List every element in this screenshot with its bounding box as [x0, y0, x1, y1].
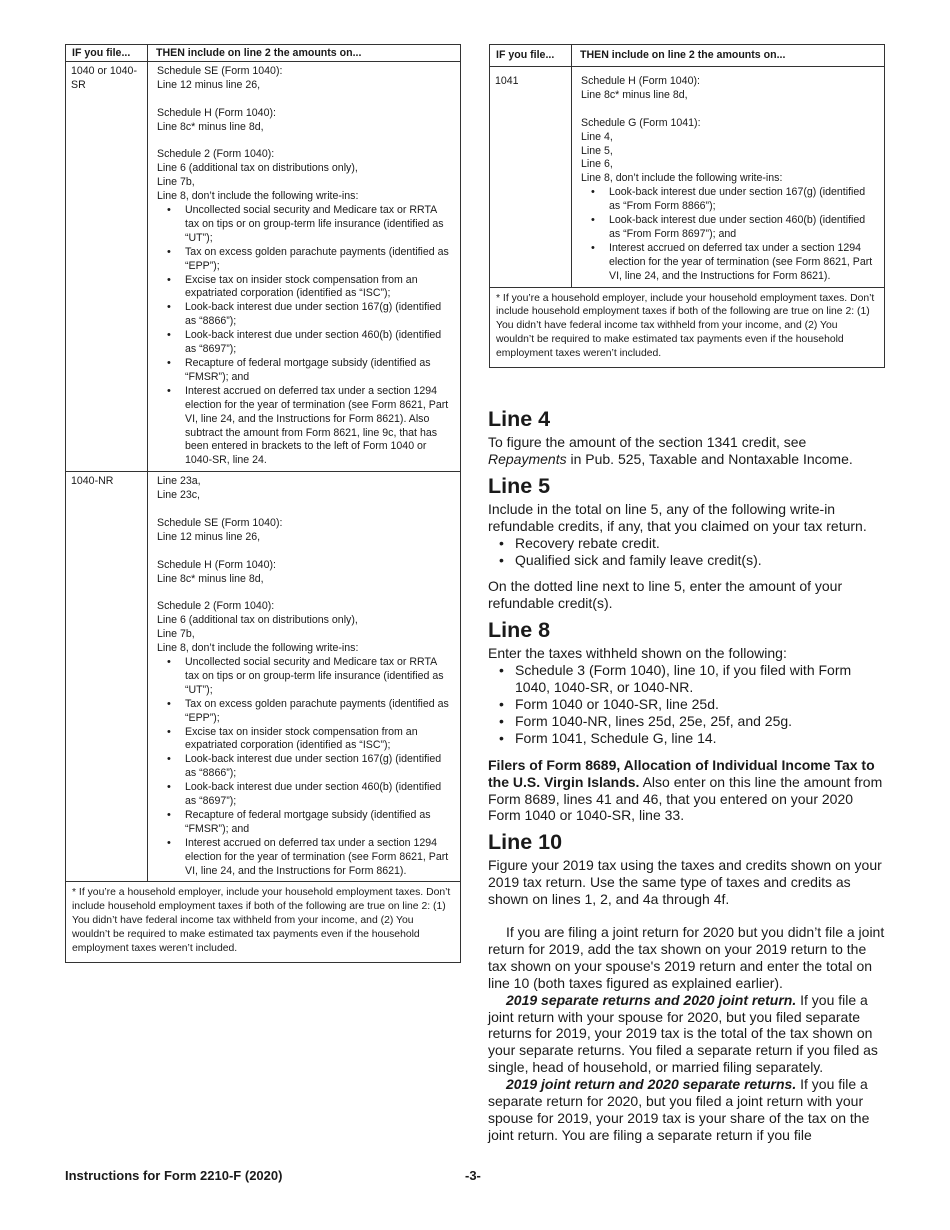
table-row-1041 [490, 67, 884, 288]
section-line-10 [488, 830, 888, 1144]
group-line: Schedule 2 (Form 1040): [157, 600, 275, 613]
amounts-cell [148, 62, 460, 471]
group-schedule-h [581, 75, 876, 103]
list-item: • Excise tax on insider stock compensation from an expatriated corporation (identified as “ISC”); [185, 274, 452, 302]
left-table [65, 44, 461, 963]
page-number: -3- [465, 1168, 481, 1183]
group-lines-23 [157, 475, 452, 503]
list-item: • Interest accrued on deferred tax under a section 1294 election for the year of termination (see Form 8621, Part VI, line 24, and the Instructions for Form 8621). [185, 837, 452, 879]
list-item: • Qualified sick and family leave credit(s). [515, 552, 888, 569]
list-item: • Excise tax on insider stock compensation from an expatriated corporation (identified as “ISC”); [185, 726, 452, 754]
list-item: • Look-back interest due under section 460(b) (identified as “8697”); [185, 781, 452, 809]
list-item: • Recapture of federal mortgage subsidy (identified as “FMSR”); and [185, 809, 452, 837]
write-in-list [581, 186, 876, 283]
group-line: Line 12 minus line 26, [157, 78, 261, 91]
header-if-you-file: IF you file... [66, 45, 148, 61]
section-heading: Line 5 [488, 473, 551, 498]
list-item: • Schedule 3 (Form 1040), line 10, if you filed with Form 1040, 1040-SR, or 1040-NR. [515, 662, 888, 696]
header-then-include: THEN include on line 2 the amounts on... [156, 47, 362, 59]
list-item: • Recovery rebate credit. [515, 535, 888, 552]
list-item: • Tax on excess golden parachute payments (identified as “EPP”); [185, 698, 452, 726]
group-schedule-g [581, 117, 876, 187]
paragraph [488, 434, 888, 468]
text-run: If you file a joint return with your spouse for 2020, but you filed separate returns for 2019, your 2019 tax is the total of the tax shown on your separate returns. You filed a separate return if you filed as single, head of household, or married filing separately. [488, 991, 878, 1076]
group-schedule-2 [157, 600, 452, 656]
italic-term: Repayments [488, 450, 567, 467]
paragraph [488, 757, 888, 825]
group-line: Schedule H (Form 1040): [157, 558, 276, 571]
bold-italic-lead: 2019 joint return and 2020 separate returns. [506, 1076, 797, 1093]
group-line: Schedule H (Form 1040): [581, 75, 700, 87]
text-run: Also enter on this line the amount from Form 8689, lines 41 and 46, that you entered on your 2020 Form 1040 or 1040-SR, line 33. [488, 773, 883, 824]
instructions-body [488, 407, 888, 1150]
list-item: • Uncollected social security and Medicare tax or RRTA tax on tips or on group-term life insurance (identified as “UT”); [185, 656, 452, 698]
list-item: • Form 1040-NR, lines 25d, 25e, 25f, and 25g. [515, 713, 888, 730]
group-line: Line 6 (additional tax on distributions only), [157, 162, 358, 175]
right-table [489, 44, 885, 368]
list-item: • Interest accrued on deferred tax under a section 1294 election for the year of termination (see Form 8621, Part VI, line 24, and the Instructions for Form 8621). Also subtract the amount from Form 8621, line 9c, that has been entered in brackets to the left of Form 1040 or 1040-SR, line 24. [185, 385, 452, 468]
group-schedule-h [157, 559, 452, 587]
group-line: Schedule SE (Form 1040): [157, 65, 283, 77]
bullet-list [488, 535, 888, 569]
section-heading: Line 10 [488, 830, 563, 855]
paragraph: If you are filing a joint return for 2020 but you didn’t file a joint return for 2019, add the tax shown on your 2019 return to the tax shown on your spouse's 2019 return and enter the total on line 10 (both taxes figured as explained earlier). [488, 924, 885, 991]
group-line: Line 8c* minus line 8d, [581, 88, 688, 101]
form-cell: 1040 or 1040-SR [66, 62, 148, 471]
table-footnote: * If you’re a household employer, include your household employment taxes. Don’t include household employment taxes if both of the following are true on line 2: (1) You didn’t have federal income tax withheld from your income, and (2) You wouldn’t be required to make estimated tax payments even if the household employment taxes weren’t included. [72, 887, 451, 955]
paragraph: On the dotted line next to line 5, enter the amount of your refundable credit(s). [488, 578, 843, 612]
write-in-list [157, 204, 452, 468]
group-line: Line 7b, [157, 628, 195, 641]
list-item: • Look-back interest due under section 167(g) (identified as “8866”); [185, 301, 452, 329]
header-if-you-file: IF you file... [490, 45, 572, 66]
group-schedule-se [157, 517, 452, 545]
list-item: • Form 1041, Schedule G, line 14. [515, 730, 888, 747]
group-line: Line 12 minus line 26, [157, 530, 261, 543]
list-item: • Recapture of federal mortgage subsidy (identified as “FMSR”); and [185, 357, 452, 385]
paragraph [488, 1076, 888, 1144]
text-run: If you file a separate return for 2020, but you filed a joint return with your spouse for 2019, your 2019 tax is your share of the tax on the joint return. You are filing a separate return if you file [488, 1076, 870, 1143]
footer-title: Instructions for Form 2210-F (2020) [65, 1168, 283, 1183]
bullet-list [488, 662, 888, 747]
bold-italic-lead: 2019 separate returns and 2020 joint return. [506, 991, 797, 1008]
header-then-include: THEN include on line 2 the amounts on... [580, 49, 786, 61]
table-header [66, 45, 460, 62]
paragraph: Figure your 2019 tax using the taxes and credits shown on your 2019 tax return. Use the same type of taxes and credits as shown on lines 1, 2, and 4a through 4f. [488, 857, 882, 908]
table-row-1040nr [66, 472, 460, 882]
section-line-4 [488, 407, 888, 468]
text-run: in Pub. 525, Taxable and Nontaxable Income. [566, 450, 853, 467]
section-line-5 [488, 474, 888, 612]
section-heading: Line 4 [488, 407, 551, 431]
group-line: Schedule H (Form 1040): [157, 106, 276, 119]
amounts-cell [148, 472, 460, 881]
section-heading: Line 8 [488, 618, 551, 643]
group-line: Line 8, don’t include the following write-ins: [157, 190, 359, 203]
list-item: • Tax on excess golden parachute payments (identified as “EPP”); [185, 246, 452, 274]
group-line: Schedule SE (Form 1040): [157, 516, 283, 529]
list-item: • Interest accrued on deferred tax under a section 1294 election for the year of termination (see Form 8621, Part VI, line 24, and the Instructions for Form 8621). [609, 242, 876, 284]
form-cell: 1040-NR [66, 472, 148, 881]
form-cell: 1041 [490, 67, 572, 287]
group-line: Schedule 2 (Form 1040): [157, 148, 275, 161]
group-line: Line 4, [581, 130, 613, 143]
list-item: • Uncollected social security and Medicare tax or RRTA tax on tips or on group-term life insurance (identified as “UT”); [185, 204, 452, 246]
paragraph: Enter the taxes withheld shown on the following: [488, 645, 787, 662]
text-run: To figure the amount of the section 1341 credit, see [488, 434, 807, 450]
list-item: • Look-back interest due under section 460(b) (identified as “From Form 8697”); and [609, 214, 876, 242]
bold-lead: Filers of Form 8689, Allocation of Individual Income Tax to the U.S. Virgin Islands. [488, 756, 875, 790]
group-schedule-2 [157, 148, 452, 204]
table-header [490, 45, 884, 67]
list-item: • Look-back interest due under section 460(b) (identified as “8697”); [185, 329, 452, 357]
group-schedule-se [157, 65, 452, 93]
group-line: Line 8c* minus line 8d, [157, 120, 264, 133]
group-line: Line 8c* minus line 8d, [157, 572, 264, 585]
table-row-1040 [66, 62, 460, 472]
list-item: • Look-back interest due under section 167(g) (identified as “From Form 8866”); [609, 186, 876, 214]
list-item: • Look-back interest due under section 167(g) (identified as “8866”); [185, 753, 452, 781]
group-line: Line 23c, [157, 489, 200, 502]
list-item: • Form 1040 or 1040-SR, line 25d. [515, 696, 888, 713]
group-line: Line 23a, [157, 475, 201, 488]
write-in-list [157, 656, 452, 879]
paragraph [488, 992, 888, 1077]
group-line: Line 5, [581, 144, 613, 157]
section-line-8 [488, 618, 888, 824]
paragraph: Include in the total on line 5, any of the following write-in refundable credits, if any, that you claimed on your tax return. [488, 500, 867, 534]
group-line: Line 6 (additional tax on distributions only), [157, 614, 358, 627]
group-line: Line 6, [581, 158, 613, 171]
group-line: Line 8, don’t include the following write-ins: [157, 642, 359, 655]
group-line: Schedule G (Form 1041): [581, 116, 701, 129]
table-footnote: * If you’re a household employer, include your household employment taxes. Don’t include household employment taxes if both of the following are true on line 2: (1) You didn’t have federal income tax withheld from your income, and (2) You wouldn’t be required to make estimated tax payments even if the household employment taxes weren’t included. [496, 292, 875, 360]
group-line: Line 7b, [157, 176, 195, 189]
group-line: Line 8, don’t include the following write-ins: [581, 172, 783, 185]
group-schedule-h [157, 107, 452, 135]
amounts-cell [572, 67, 884, 287]
